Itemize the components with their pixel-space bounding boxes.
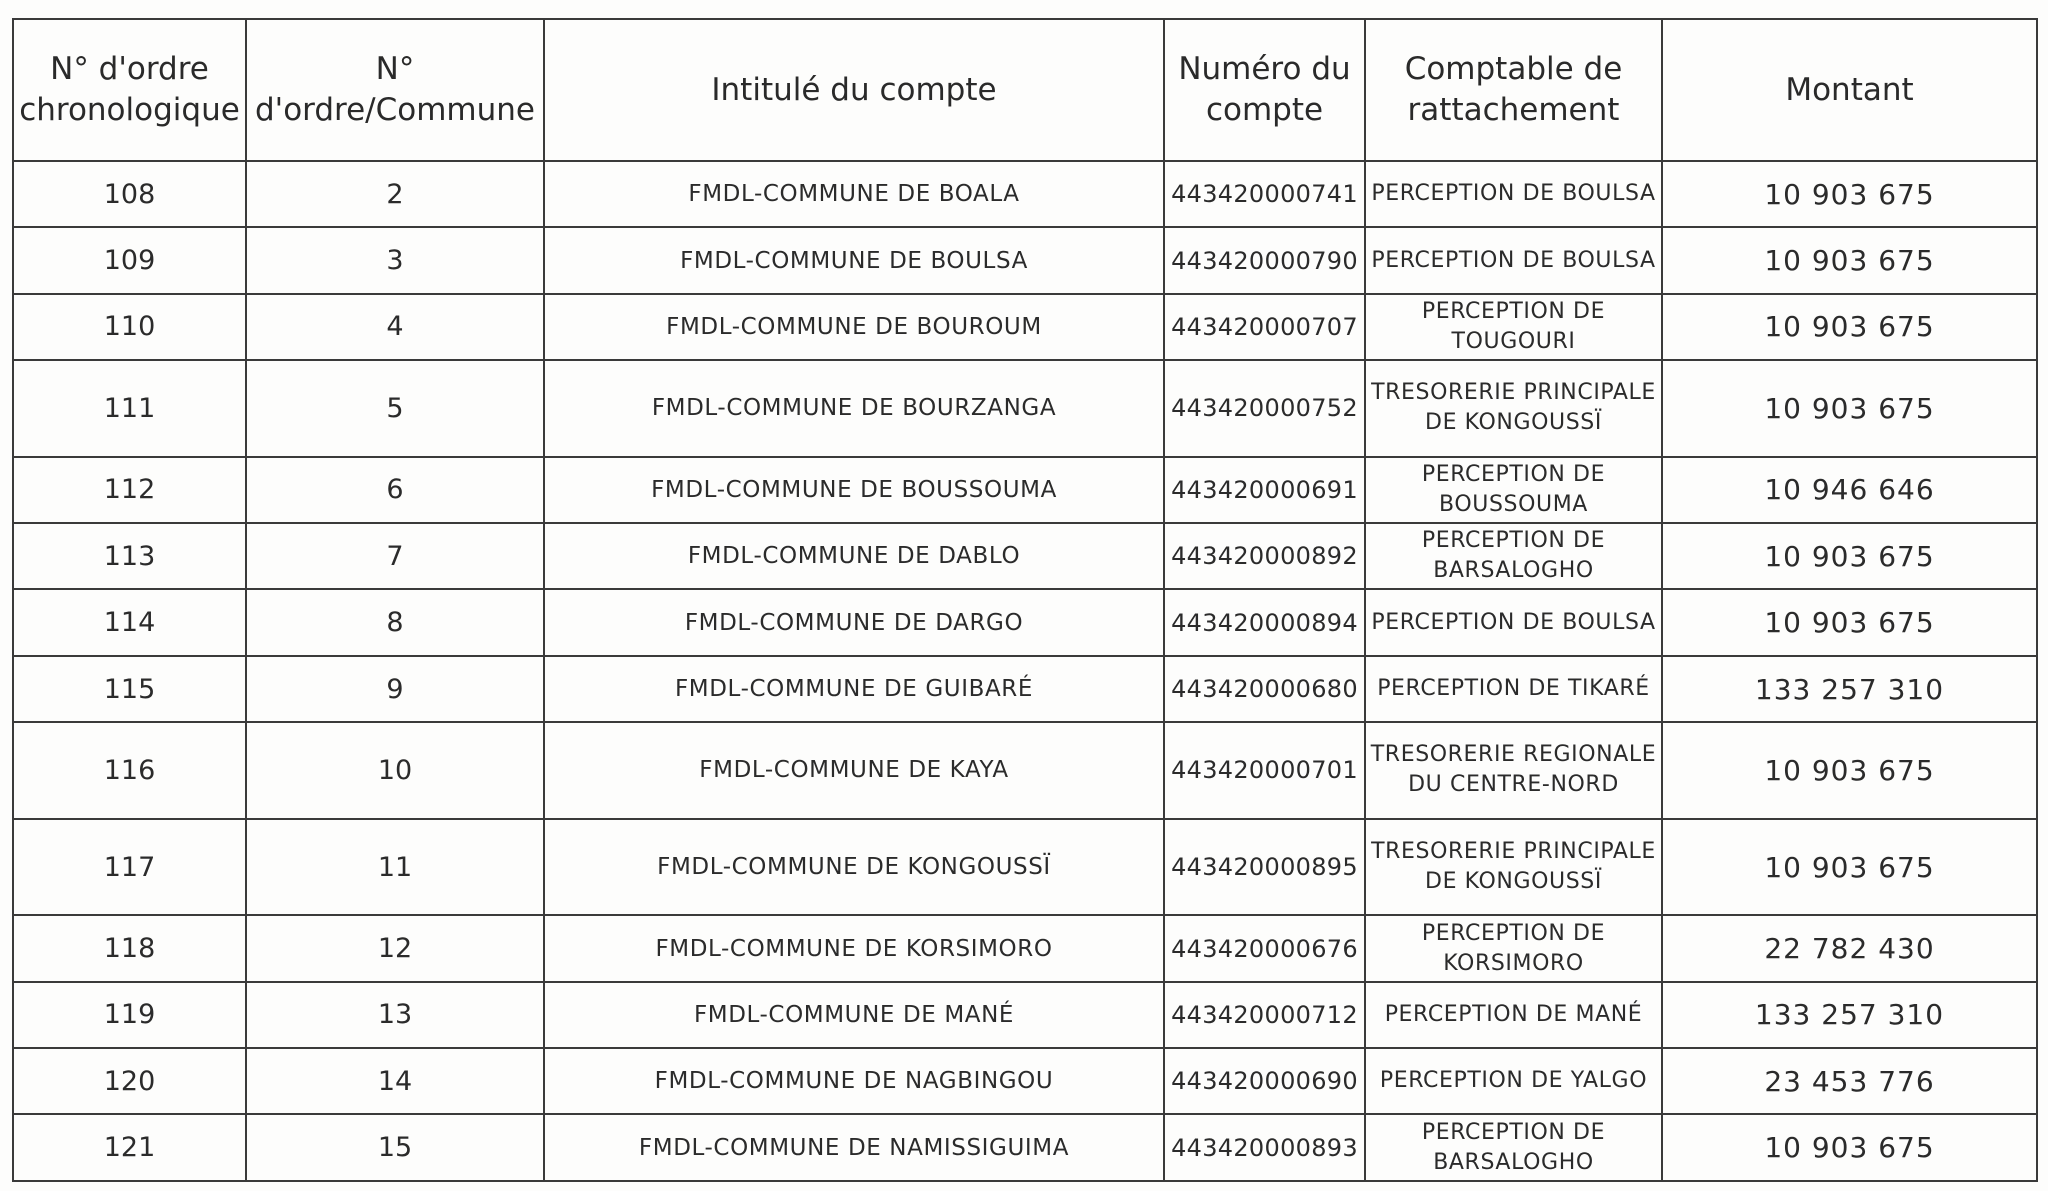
- amount-cell: 10 903 675: [1662, 589, 2037, 655]
- commune-number-cell: 8: [246, 589, 544, 655]
- table-row: [13, 457, 2037, 523]
- table-row: [13, 360, 2037, 457]
- table-row: [13, 589, 2037, 655]
- table-row: [13, 1114, 2037, 1181]
- chrono-cell: 120: [13, 1048, 246, 1114]
- commune-number-cell: 14: [246, 1048, 544, 1114]
- amount-cell: 10 903 675: [1662, 722, 2037, 819]
- account-label-cell: FMDL-COMMUNE DE DABLO: [544, 523, 1164, 589]
- commune-number-cell: 3: [246, 227, 544, 293]
- chrono-cell: 110: [13, 294, 246, 360]
- commune-number-cell: 4: [246, 294, 544, 360]
- commune-accounts-table: [12, 18, 2038, 1182]
- chrono-cell: 115: [13, 656, 246, 722]
- amount-cell: 133 257 310: [1662, 656, 2037, 722]
- header-comptable: Comptable de rattachement: [1365, 19, 1662, 161]
- header-row: [13, 19, 2037, 161]
- account-label-cell: FMDL-COMMUNE DE MANÉ: [544, 982, 1164, 1048]
- header-commune: N° d'ordre/Commune: [246, 19, 544, 161]
- commune-number-cell: 6: [246, 457, 544, 523]
- account-label-cell: FMDL-COMMUNE DE KAYA: [544, 722, 1164, 819]
- account-label-cell: FMDL-COMMUNE DE BOALA: [544, 161, 1164, 227]
- comptable-cell: PERCEPTION DE BOUSSOUMA: [1365, 457, 1662, 523]
- account-number-cell: 443420000790: [1164, 227, 1365, 293]
- account-number-cell: 443420000741: [1164, 161, 1365, 227]
- comptable-cell: PERCEPTION DE TIKARÉ: [1365, 656, 1662, 722]
- account-label-cell: FMDL-COMMUNE DE BOURZANGA: [544, 360, 1164, 457]
- account-number-cell: 443420000892: [1164, 523, 1365, 589]
- comptable-cell: PERCEPTION DE BARSALOGHO: [1365, 523, 1662, 589]
- amount-cell: 10 903 675: [1662, 227, 2037, 293]
- amount-cell: 133 257 310: [1662, 982, 2037, 1048]
- account-label-cell: FMDL-COMMUNE DE NAMISSIGUIMA: [544, 1114, 1164, 1181]
- table-row: [13, 227, 2037, 293]
- header-amount: Montant: [1662, 19, 2037, 161]
- account-label-cell: FMDL-COMMUNE DE BOUSSOUMA: [544, 457, 1164, 523]
- comptable-cell: PERCEPTION DE BOULSA: [1365, 227, 1662, 293]
- account-number-cell: 443420000894: [1164, 589, 1365, 655]
- table-row: [13, 915, 2037, 981]
- commune-number-cell: 13: [246, 982, 544, 1048]
- commune-number-cell: 2: [246, 161, 544, 227]
- account-number-cell: 443420000691: [1164, 457, 1365, 523]
- account-label-cell: FMDL-COMMUNE DE KONGOUSSÏ: [544, 819, 1164, 916]
- amount-cell: 10 903 675: [1662, 360, 2037, 457]
- comptable-cell: PERCEPTION DE BARSALOGHO: [1365, 1114, 1662, 1181]
- account-label-cell: FMDL-COMMUNE DE GUIBARÉ: [544, 656, 1164, 722]
- amount-cell: 10 903 675: [1662, 161, 2037, 227]
- amount-cell: 10 903 675: [1662, 523, 2037, 589]
- account-number-cell: 443420000680: [1164, 656, 1365, 722]
- chrono-cell: 118: [13, 915, 246, 981]
- account-label-cell: FMDL-COMMUNE DE DARGO: [544, 589, 1164, 655]
- account-label-cell: FMDL-COMMUNE DE BOULSA: [544, 227, 1164, 293]
- table-row: [13, 1048, 2037, 1114]
- amount-cell: 10 946 646: [1662, 457, 2037, 523]
- comptable-cell: PERCEPTION DE TOUGOURI: [1365, 294, 1662, 360]
- account-number-cell: 443420000752: [1164, 360, 1365, 457]
- account-number-cell: 443420000895: [1164, 819, 1365, 916]
- chrono-cell: 117: [13, 819, 246, 916]
- table-header: [13, 19, 2037, 161]
- comptable-cell: PERCEPTION DE BOULSA: [1365, 161, 1662, 227]
- table-row: [13, 982, 2037, 1048]
- comptable-cell: PERCEPTION DE KORSIMORO: [1365, 915, 1662, 981]
- account-label-cell: FMDL-COMMUNE DE KORSIMORO: [544, 915, 1164, 981]
- account-label-cell: FMDL-COMMUNE DE BOUROUM: [544, 294, 1164, 360]
- amount-cell: 10 903 675: [1662, 1114, 2037, 1181]
- chrono-cell: 109: [13, 227, 246, 293]
- chrono-cell: 121: [13, 1114, 246, 1181]
- table-row: [13, 656, 2037, 722]
- amount-cell: 10 903 675: [1662, 294, 2037, 360]
- amount-cell: 10 903 675: [1662, 819, 2037, 916]
- chrono-cell: 114: [13, 589, 246, 655]
- chrono-cell: 108: [13, 161, 246, 227]
- account-label-cell: FMDL-COMMUNE DE NAGBINGOU: [544, 1048, 1164, 1114]
- chrono-cell: 111: [13, 360, 246, 457]
- table-row: [13, 523, 2037, 589]
- commune-number-cell: 5: [246, 360, 544, 457]
- account-number-cell: 443420000690: [1164, 1048, 1365, 1114]
- account-number-cell: 443420000676: [1164, 915, 1365, 981]
- table-body: [13, 161, 2037, 1181]
- account-number-cell: 443420000707: [1164, 294, 1365, 360]
- table-row: [13, 161, 2037, 227]
- table-row: [13, 294, 2037, 360]
- comptable-cell: PERCEPTION DE BOULSA: [1365, 589, 1662, 655]
- header-account: Numéro du compte: [1164, 19, 1365, 161]
- chrono-cell: 116: [13, 722, 246, 819]
- chrono-cell: 119: [13, 982, 246, 1048]
- commune-number-cell: 15: [246, 1114, 544, 1181]
- amount-cell: 23 453 776: [1662, 1048, 2037, 1114]
- account-number-cell: 443420000701: [1164, 722, 1365, 819]
- comptable-cell: PERCEPTION DE YALGO: [1365, 1048, 1662, 1114]
- amount-cell: 22 782 430: [1662, 915, 2037, 981]
- comptable-cell: TRESORERIE PRINCIPALE DE KONGOUSSÏ: [1365, 819, 1662, 916]
- comptable-cell: TRESORERIE REGIONALE DU CENTRE-NORD: [1365, 722, 1662, 819]
- commune-number-cell: 11: [246, 819, 544, 916]
- commune-number-cell: 7: [246, 523, 544, 589]
- header-chrono: N° d'ordre chronologique: [13, 19, 246, 161]
- commune-number-cell: 10: [246, 722, 544, 819]
- chrono-cell: 113: [13, 523, 246, 589]
- account-number-cell: 443420000893: [1164, 1114, 1365, 1181]
- table-row: [13, 819, 2037, 916]
- chrono-cell: 112: [13, 457, 246, 523]
- table-row: [13, 722, 2037, 819]
- comptable-cell: TRESORERIE PRINCIPALE DE KONGOUSSÏ: [1365, 360, 1662, 457]
- commune-number-cell: 12: [246, 915, 544, 981]
- comptable-cell: PERCEPTION DE MANÉ: [1365, 982, 1662, 1048]
- commune-number-cell: 9: [246, 656, 544, 722]
- account-number-cell: 443420000712: [1164, 982, 1365, 1048]
- header-label: Intitulé du compte: [544, 19, 1164, 161]
